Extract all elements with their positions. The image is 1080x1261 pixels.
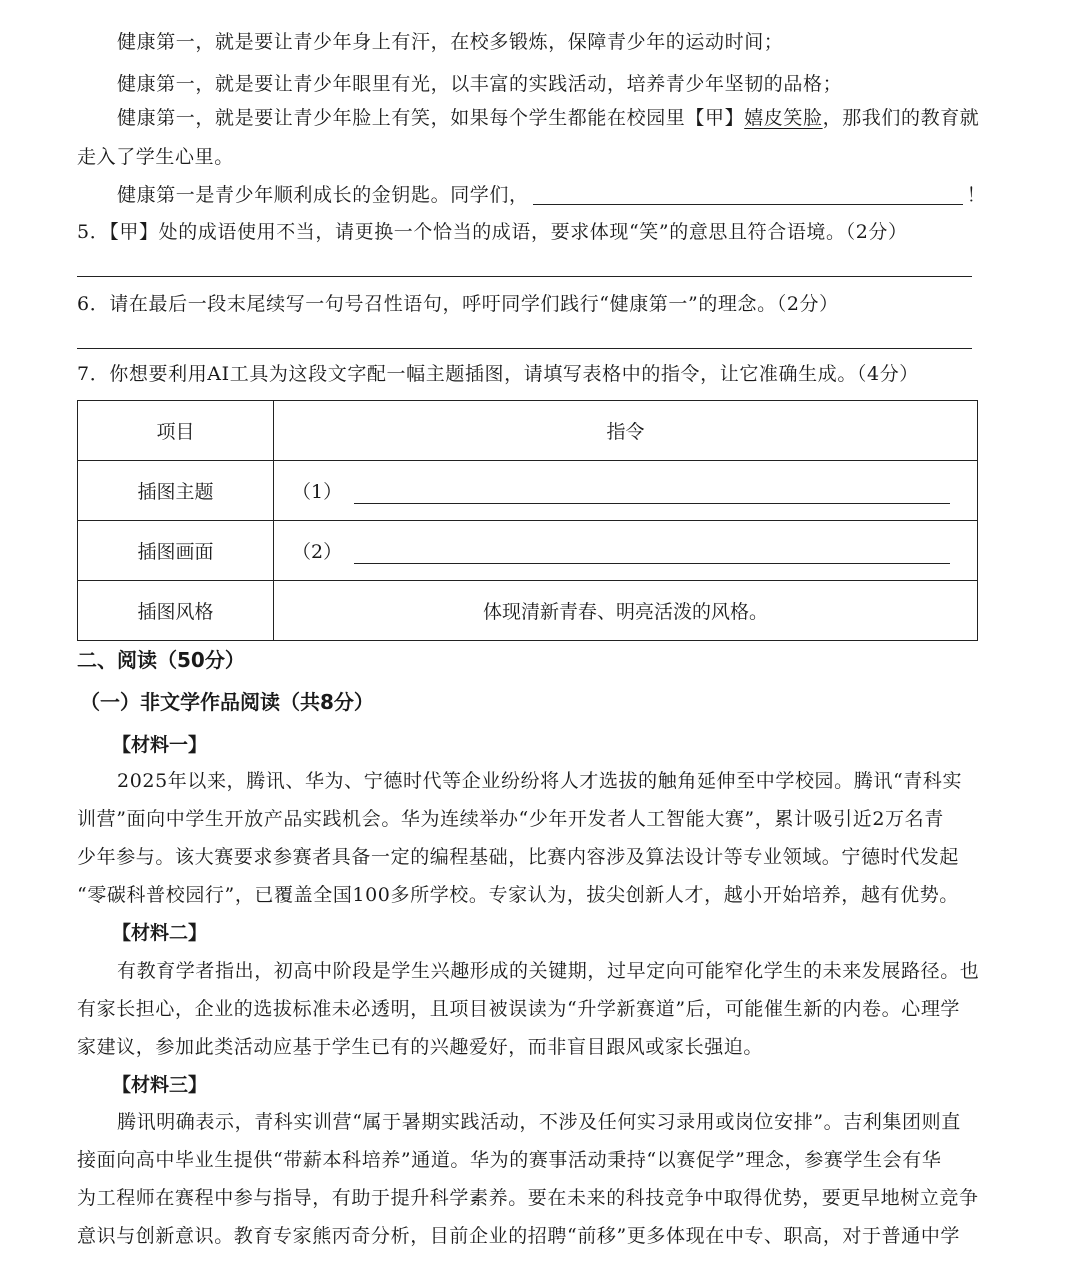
passage-paragraph-3-continued: 走入了学生心里。 bbox=[77, 146, 234, 168]
passage-paragraph-4-text: 健康第一是青少年顺利成长的金钥匙。同学们， bbox=[117, 184, 529, 206]
row-content-style: 体现清新青春、明亮活泼的风格。 bbox=[274, 581, 978, 641]
material-3-line: 接面向高中毕业生提供“带薪本科培养”通道。华为的赛事活动秉持“以赛促学”理念，参赛学生会有华 bbox=[77, 1149, 942, 1171]
material-1-line: 训营”面向中学生开放产品实践机会。华为连续举办“少年开发者人工智能大赛”，累计吸引近2万名青 bbox=[77, 808, 944, 830]
answer-blank-1[interactable] bbox=[354, 483, 950, 504]
material-3-line: 为工程师在赛程中参与指导，有助于提升科学素养。要在未来的科技竞争中取得优势，要更早地树立竞争 bbox=[77, 1187, 979, 1209]
material-3-line: 意识与创新意识。教育专家熊丙奇分析，目前企业的招聘“前移”更多体现在中专、职高，对于普通中学 bbox=[77, 1225, 961, 1247]
material-1-line: “零碳科普校园行”，已覆盖全国100多所学校。专家认为，拔尖创新人才，越小开始培养，越有优势。 bbox=[77, 884, 959, 906]
header-item: 项目 bbox=[78, 401, 274, 461]
passage-paragraph-3 bbox=[117, 106, 979, 130]
material-3-line: 腾讯明确表示，青科实训营“属于暑期实践活动，不涉及任何实习录用或岗位安排”。吉利集团则直 bbox=[117, 1111, 961, 1133]
instruction-table bbox=[77, 400, 978, 641]
material-2-title: 【材料二】 bbox=[112, 922, 208, 944]
header-instruction: 指令 bbox=[274, 401, 978, 461]
material-1-title: 【材料一】 bbox=[112, 734, 208, 756]
row-content-theme bbox=[274, 461, 978, 521]
table-row bbox=[78, 461, 978, 521]
row-label-scene: 插图画面 bbox=[78, 521, 274, 581]
material-1-line: 2025年以来，腾讯、华为、宁德时代等企业纷纷将人才选拔的触角延伸至中学校园。腾讯“青科实 bbox=[117, 770, 963, 792]
row-label-theme: 插图主题 bbox=[78, 461, 274, 521]
question-5: 5．【甲】处的成语使用不当，请更换一个恰当的成语，要求体现“笑”的意思且符合语境。（2分） bbox=[77, 221, 908, 243]
passage-paragraph-4 bbox=[117, 183, 986, 207]
answer-blank-2[interactable] bbox=[354, 543, 950, 564]
exclamation-mark: ！ bbox=[966, 184, 987, 206]
passage-paragraph-3-text: 健康第一，就是要让青少年脸上有笑，如果每个学生都能在校园里【甲】 bbox=[117, 107, 745, 129]
row-content-scene bbox=[274, 521, 978, 581]
section-title: 二、阅读（50分） bbox=[77, 648, 245, 672]
idiom-underlined: 嬉皮笑脸 bbox=[744, 107, 823, 129]
section-subtitle: （一）非文学作品阅读（共8分） bbox=[80, 690, 374, 714]
question-7: 7．你想要利用AI工具为这段文字配一幅主题插图，请填写表格中的指令，让它准确生成。（4分） bbox=[77, 363, 919, 385]
table-row bbox=[78, 581, 978, 641]
row-number-2: （2） bbox=[292, 541, 343, 563]
material-1-line: 少年参与。该大赛要求参赛者具备一定的编程基础，比赛内容涉及算法设计等专业领域。宁德时代发起 bbox=[77, 846, 960, 868]
table-header-row bbox=[78, 401, 978, 461]
row-number-1: （1） bbox=[292, 481, 343, 503]
material-2-line: 家建议，参加此类活动应基于学生已有的兴趣爱好，而非盲目跟风或家长强迫。 bbox=[77, 1036, 764, 1058]
table-row bbox=[78, 521, 978, 581]
material-3-title: 【材料三】 bbox=[112, 1074, 208, 1096]
material-2-line: 有家长担心，企业的选拔标准未必透明，且项目被误读为“升学新赛道”后，可能催生新的内卷。心理学 bbox=[77, 998, 961, 1020]
answer-line-q6[interactable] bbox=[77, 348, 972, 349]
answer-line-q5[interactable] bbox=[77, 276, 972, 277]
passage-paragraph-3-tail: ，那我们的教育就 bbox=[822, 107, 980, 129]
question-6: 6．请在最后一段末尾续写一句号召性语句，呼吁同学们践行“健康第一”的理念。（2分） bbox=[77, 293, 839, 315]
material-2-line: 有教育学者指出，初高中阶段是学生兴趣形成的关键期，过早定向可能窄化学生的未来发展路径。也 bbox=[117, 960, 980, 982]
passage-paragraph-1: 健康第一，就是要让青少年身上有汗，在校多锻炼，保障青少年的运动时间； bbox=[117, 31, 784, 53]
passage-paragraph-2: 健康第一，就是要让青少年眼里有光，以丰富的实践活动，培养青少年坚韧的品格； bbox=[117, 73, 843, 95]
answer-blank-inline[interactable] bbox=[533, 186, 963, 205]
row-label-style: 插图风格 bbox=[78, 581, 274, 641]
